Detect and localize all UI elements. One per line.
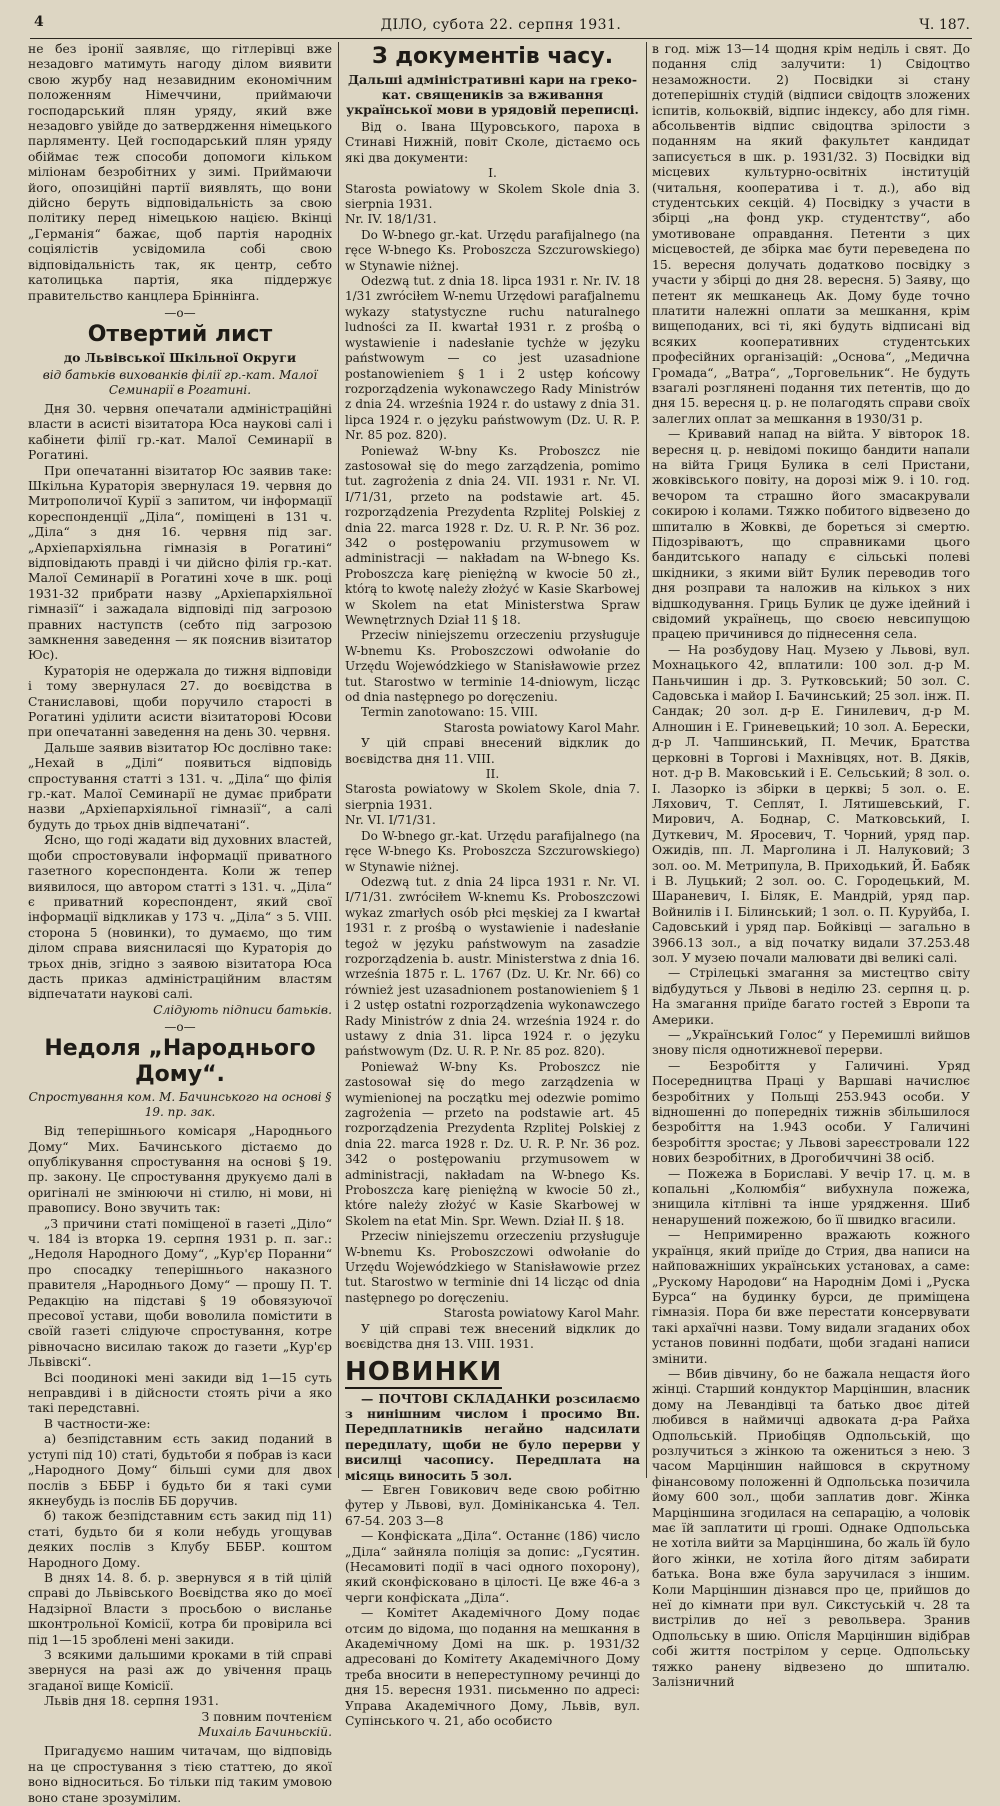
document-1: [345, 182, 640, 737]
article-paragraph: При опечатанні візитатор Юс заявив таке: Шкільна Кураторія звернулася 19. червня до Митрополичої Курії з запитом, чи інформації кореспонденції „Діла“, поміщені в 131 ч. „Діла“ з дня 16. червня під заг. „Архіепархіяльна гімназія в Рогатині“ відповідають правді і чи дійсно філія гр.-кат. Малої Семинарії в Рогатині хоче в шк. році 1931-32 прибрати назву „Архіепархіяльної гімназії“ і зажадала відповіді під загрозою правних наступств (себто під загрозою замкнення заведення — як пояснив візитатор Юс).: [28, 463, 332, 663]
documents-title: З документів часу.: [371, 44, 614, 69]
news-section-title: НОВИНКИ: [345, 1356, 503, 1387]
people-house-body: [28, 1124, 332, 1694]
document-paragraph: Odezwą tut. z dnia 18. lipca 1931 r. Nr. IV. 18 1/31 zwróciłem W-nemu Urzędowi parafjalnemu wykazy statystyczne ruchu naturalnego ludności za II. kwartał 1931 r. z prośbą o wystawienie i nadesłanie tychże w języku państwowym — co jest uzasadnione postanowieniem § 1 i 2 ustęp końcowy rozporządzenia wykonawczego Rady Ministrów z dnia 24. września 1924 r. do ustawy z dnia 31. lipca 1924 r. o języku państwowym (Dz. U. R. P. Nr. 85 poz. 820).: [345, 274, 640, 443]
document-paragraph: Do W-bnego gr.-kat. Urzędu parafijalnego (na ręce W-bnego Ks. Proboszcza Szczurowskiego) w Stynawie niżnej.: [345, 828, 640, 874]
document-numeral: II.: [485, 767, 500, 782]
news-item: — Кривавий напад на війта. У вівторок 18. вересня ц. р. невідомі покищо бандити напали на війта Гриця Булика в селі Пристани, жовківського повіту, на дорозі між 9. і 10. год. вечором та страшно його змасакрували сокирою і колами. Тяжко побитого відвезено до шпиталю в Жовкві, де бореться зі смертю. Підозріваютъ, що справниками цього бандитського нападу є сільські полеві шкідники, з якими війт Булик переводив того дня розправи та наложив на кількох з них відшкодування. Гриць Булик це дуже ідейний і свідомий українець, що своєю невсипущою працею причинився до піднесення села.: [652, 427, 970, 642]
article-paragraph: „З причини статі поміщеної в газеті „Діло“ ч. 184 із вторка 19. серпня 1931 р. п. заг.: „Недоля Народного Дому“, „Кур'єр Поранни“ про спосадку теперішнього наказного правителя „Народнього Дому“ — прошу П. Т. Редакцію на підставі § 19 обовязуючої пресової устави, щоби воволила помістити в своїй газеті слідуюче спростування, котре рівночасно висилаю також до газети „Кур'єр Львівскі“.: [28, 1216, 332, 1370]
people-house-byline: Спростування ком. М. Бачинського на основі § 19. пр. зак.: [28, 1090, 332, 1120]
page-number: 4: [34, 14, 44, 30]
news-item: — Комітет Академічного Дому подає отсим до відома, що подання на мешкання в Академічному Домі на шк. р. 1931/32 адресовані до Комітету Академічного Дому треба вносити в непереступному речинці до дня 15. вересня 1931. письменно по адресі: Управа Академічного Дому, Львів, вул. Супінського ч. 21, або особисто: [345, 1606, 640, 1729]
documents-subtitle: Дальші адміністративні кари на греко-кат. священиків за вживання української мови в урядовій переписці.: [346, 72, 639, 117]
document-heading: Starosta powiatowy w Skolem Skole, dnia 7. sierpnia 1931.: [345, 782, 640, 812]
people-house-date: Львів дня 18. серпня 1931.: [44, 1694, 219, 1709]
column-right: [652, 42, 970, 1690]
column-left: [28, 42, 332, 1805]
news-item: — Конфіската „Діла“. Останнє (186) число „Діла“ зайняла поліція за допис: „Гусятин. (Несамовиті події в часі одного похорону), який сконфісковано в цілості. Це вже 46-а з черги конфіската „Діла“.: [345, 1529, 640, 1605]
news-item: — „Український Голос“ у Перемишлі вийшов знову після однотижневої перерви.: [652, 1028, 970, 1058]
news-item: — Пожежа в Бориславі. У вечір 17. ц. м. в копальні „Колюмбія“ вибухнула пожежа, знищила кітлівні та інше урядження. Шиб ненарушений пожежою, бо її швидко вгасили.: [652, 1166, 970, 1227]
article-paragraph: Всі поодинокі мені закиди від 1—15 суть неправдиві і в дійсности стоять річи а яко такі передставні.: [28, 1370, 332, 1416]
news-item: — ПОЧТОВІ СКЛАДАНКИ розсилаємо з нинішним числом і просимо Вп. Передплатників негайно надсилати передплату, щоби не було перерви у висилці часопису. Передплата на місяць виносить 5 зол.: [345, 1390, 640, 1483]
letter-body: [28, 402, 332, 1003]
article-paragraph: б) також безпідставним єсть закид під 11) статі, будьто би я коли небудь угощував деяких послів з Клубу БББР. коштом Народного Дому.: [28, 1509, 332, 1570]
column-middle: [345, 42, 640, 1729]
documents-intro: Від о. Івана Щуровського, пароха в Стинаві Нижній, повіт Сколе, дістаємо ось які два документи:: [345, 120, 640, 165]
letter-byline: від батьків вихованків філії гр.-кат. Малої Семинарії в Рогатині.: [42, 367, 318, 397]
letter-subtitle: до Львівської Шкільної Округи: [63, 349, 297, 365]
article-text: не без іронії заявляє, що гітлерівці вже незадовго матимуть нагоду ділом виявити свою журбу над незавидним економічним положенням Німеччини, приймаючи господарський плян уряду, який вже незадовго увійде до затвердження німецького парляменту. Цей господарський плян уряду обіймає теж способи допомоги кільком міліонам безробітних у зимі. Приймаючи його, опозиційні партії виявлять, що вони дійсно беруть відповідальність за свою політику перед німецькою нацією. Вкінці „Германія“ бажає, щоб партія народніх соціялістів усвідомила собі свою відповідальність так, як центр, себто католицька партія, яка піддержує правительство канцлера Бріннінга.: [28, 42, 332, 303]
people-house-signature-line: З повним почтенієм: [201, 1709, 332, 1724]
document-paragraph: Termin zanotowano: 15. VIII.: [361, 705, 538, 720]
document-heading: Starosta powiatowy w Skolem Skole dnia 3. sierpnia 1931.: [345, 181, 640, 212]
separator: —о—: [164, 1020, 196, 1035]
document-paragraph: Ponieważ W-bny Ks. Proboszcz nie zastosował się do mego zarządzenia w wymienionej na początku mej odezwie pomimo zagrożenia — przeto na podstawie art. 45 rozporządzenia Prezydenta Rzplitej Polskiej z dnia 22. marca 1928 r. Dz. U. R. P. Nr. 36 poz. 342 o postępowaniu przymusowem w administracji, nakładam na W-bnego Ks. Proboszcza karę pieniężną w kwocie 50 zł., które należy złożyć w Kasie Skarbowej w Skolem na etat Min. Spr. Wewn. Dział II. § 18.: [345, 1059, 640, 1228]
article-paragraph: Дальше заявив візитатор Юс дослівно таке: „Нехай в „Ділі“ появиться відповідь спростування статті з 131. ч. „Діла“ що філія гр.-кат. Малої Семинарії не думає прибрати назви „Архіепархіяльної гімназії“, а салі будуть до трьох днів відпечатані“.: [28, 740, 332, 832]
article-paragraph: а) безпідставним єсть закид поданий в уступі під 10) статі, будьтоби я побрав із каси „Народного Дому“ більші суми для двох послів з БББР і будьто би я такі суми якнеубудь із послів ББ доручив.: [28, 1432, 332, 1508]
letter-title: Отвертий лист: [87, 321, 273, 347]
article-paragraph: З всякими дальшими кроками в тій справі звернуся на разі аж до увічення праць згаданої вище Комісії.: [28, 1647, 332, 1693]
article-paragraph: Від теперішнього комісаря „Народнього Дому“ Мих. Бачинського дістаємо до опублікування спростування на основі § 19. пр. закону. Це спростування друкуємо далі в оригіналі не змінюючи ні стилю, ні мови, ні правопису. Воно звучить так:: [28, 1124, 332, 1216]
article-paragraph: Дня 30. червня опечатали адміністраційні власти в асисті візитатора Юса наукові салі і кабінети філії гр.-кат. Малої Семинарії в Рогатині.: [28, 401, 332, 463]
article-paragraph: В частности-же:: [44, 1416, 151, 1431]
document-paragraph: Ponieważ W-bny Ks. Proboszcz nie zastosował się do mego zarządzenia, pomimo tut. zagrożenia z dnia 24. VII. 1931 r. Nr. VI. I/71/31, przeto na podstawie art. 45. rozporządzenia Prezydenta Rzplitej Polskiej z dnia 22. marca 1928 r. Dz. U. R. P. Nr. 36 poz. 342 o postępowaniu przymusowem w administracji — nakładam na W-bnego Ks. Proboszcza karę pieniężną w kwocie 50 zł., którą to kwotę należy złożyć w Kasie Skarbowej w Skolem na etat Ministerstwa Spraw Wewnętrznych Dział 11 § 18.: [345, 443, 640, 627]
document-paragraph: Odezwą tut. z dnia 24 lipca 1931 r. Nr. VI. I/71/31. zwróciłem W-knemu Ks. Proboszczowi wykaz zmarłych osób płci męskiej za I kwartał 1931 r. z prośbą o wystawienie i nadesłanie tegoż w języku państwowym na zasadzie rozporządzenia b. austr. Ministerstwa z dnia 16. września 1875 r. L. 1767 (Dz. U. Kr. Nr. 66) co również jest uzasadnionem postanowieniem § 1 i 2 ustęp ostatni rozporządzenia wykonawczego Rady Ministrów z dnia 24. września 1924 r. do ustawy z dnia 31. lipca 1924 r. o języku państwowym (Dz. U. R. P. Nr. 85 poz. 820).: [345, 874, 640, 1059]
news-item: — Евген Говикович веде свою робітню футер у Львові, вул. Домініканська 4. Тел. 67-54. 203 3—8: [345, 1482, 640, 1528]
document-reference: Nr. IV. 18/1/31.: [345, 212, 437, 227]
document-reference: Nr. VI. I/71/31.: [345, 813, 436, 828]
separator: —о—: [164, 305, 196, 320]
page-header: [30, 8, 972, 39]
document-signature: Starosta powiatowy Karol Mahr.: [443, 720, 640, 735]
document-paragraph: Przeciw niniejszemu orzeczeniu przysługuje W-bnemu Ks. Proboszczowi odwołanie do Urzędu Wojewódzkiego w Stanisławowie przez tut. Starostwo w terminie 14-dniowym, licząc od dnia następnego po doręczeniu.: [345, 628, 640, 705]
document-numeral: I.: [488, 166, 497, 181]
masthead: ДІЛО, субота 22. серпня 1931.: [380, 17, 622, 33]
letter-signature: Слідують підписи батьків.: [153, 1002, 332, 1017]
article-paragraph: Ясно, що годі жадати від духовних властей, щоби спростовували інформації приватного газетного кореспондента. Коли ж тепер виявилося, що автором статті з 131. ч. „Діла“ є приватний кореспондент, який свої інформації відкликав у 173 ч. „Діла“ з 5. VIII. сторона 5 (новинки), то думаємо, що тим ділом справа виясниласяі що Кураторія до трьох днів, згідно з заявою візитатора Юса дасть приказ адміністраційним властям відпечатати наукові салі.: [28, 833, 332, 1002]
news-item: — Безробіття у Галичині. Уряд Посередництва Праці у Варшаві начислює безробітних у Польщі 253.943 особи. У відношенні до попередніх тижнів збільшилося безробіття на 1.943 особи. У Галичині безробіття зростає; у Львові зареєстровали 122 нових безробітних, в Дрогобиччині 38 осіб.: [652, 1058, 970, 1166]
news-item: — Вбив дівчину, бо не бажала нещастя його жінці. Старший кондуктор Марціншин, власник дому на Левандівці та батько двоє дітей любився в наймичці адвоката д-ра Райха Одпольській. Приобіцяв Одпольській, що розлучиться з жінкою та ожениться з нею. З часом Марціншин найшовся в скрутному фінансовому положенні й Одпольська позичила йому 600 зол., щоби заплатив довг. Жінка Марціншина згодилася на сепарацію, а чоловік має їй заплатити ці гроші. Однаке Одпольська не хотіла вийти за Марціншина, бо жаль їй було його жінки, не хотіла його дітям забирати батька. Вона вже була заручилася з іншим. Коли Марціншин дізнався про це, прийшов до неї до кімнати при вул. Сикстуській ч. 28 та вистрілив до неї з револьвера. Зранив Одпольську в шию. Опісля Марціншин відібрав собі життя пострілом у серце. Одпольську тяжко ранену відвезено до шпиталю. Залізничний: [652, 1366, 970, 1690]
column-rule: [646, 42, 647, 1478]
news-item: — На розбудову Нац. Музею у Львові, вул. Мохнацького 42, вплатили: 100 зол. д-р М. Паньчишин і др. З. Рутковський; 50 зол. С. Садовська і майор І. Бачинський; 25 зол. інж. П. Сандак; 20 зол. д-р Е. Гинилевич, д-р М. Алношин і Е. Гриневецький; 10 зол. А. Берески, д-р Л. Чапшинський, П. Мечик, Братства церковні в Торгові і Махнівцях, нот. В. Дяків, нот. д-р В. Маковський і Е. Сельський; 8 зол. о. І. Лазорко із збірки в церкві; 5 зол. о. Е. Ляхович, Т. Сеплят, І. Лятишевський, Г. Мирович, А. Боднар, С. Матковський, І. Дуткевич, М. Яросевич, Т. Чорний, уряд пар. Ожидів, пп. Л. Марголина і Л. Налуковий; 3 зол. оо. М. Метрипула, В. Приходький, Й. Бабяк і В. Луцький; 2 зол. оо. С. Городецький, М. Шараневич, І. Біляк, Е. Мандрій, уряд пар. Войнилів і І. Білинський; 1 зол. о. П. Куруйба, І. Садовський і уряд пар. Бойківці — загально в 3966.13 зол., а від початку видали 37.253.48 зол. У музею почали малювати дві великі салі.: [652, 642, 970, 965]
news-list: [345, 1391, 640, 1730]
article-paragraph: Кураторія не одержала до тижня відповіди і тому звернулася 27. до воєвідства в Станиславові, щоби поручило старості в Рогатині уділити асисти візитаторові Юсови при опечатанні заведення на день 30. червня.: [28, 663, 332, 740]
editorial-note: Пригадуємо нашим читачам, що відповідь на це спростування з тією статтею, до якої воно відноситься. Бо тільки під таким умовою воно стане зрозумілим.: [28, 1744, 332, 1805]
issue-number: Ч. 187.: [919, 17, 970, 33]
people-house-signature: Михаіль Бачиньскій.: [198, 1725, 332, 1739]
news-item: — Непримиренно вражають кожного українця, який приїде до Стрия, два написи на найповажніших українських установах, а саме: „Рускому Народови“ на Народнім Домі і „Руска Бурса“ на будинку бурси, де приміщена гімназія. Пора би вже перестати консервувати такі архаїчні назви. Тому видали згаданих обох установ повинні подбати, щоби згадані написи змінити.: [652, 1228, 970, 1366]
column-rule: [338, 42, 339, 1478]
article-paragraph: В днях 14. 8. б. р. звернувся я в тій цілій справі до Львівського Воєвідства яко до моєї Надзірної Власти з просьбою о висланье шконтрольної Комісії, котра би провірила всі під 1—15 зроблені мені закиди.: [28, 1570, 332, 1647]
document-2: [345, 782, 640, 1321]
news-item: — Стрілецькі змагання за мистецтво світу відбудуться у Львові в неділю 23. серпня ц. р. На змагання приїде багато гостей з Европи та Америки.: [652, 966, 970, 1027]
document-note: У цій справі внесений відклик до воєвідства дня 11. VIII.: [345, 736, 640, 766]
document-paragraph: Do W-bnego gr.-kat. Urzędu parafijalnego (na ręce W-bnego Ks. Proboszcza Szczurowskiego) w Stynawie niżnej.: [345, 227, 640, 273]
news-item: в год. між 13—14 щодня крім неділь і свят. До подання слід залучити: 1) Свідоцтво незаможности. 2) Посвідки зі стану дотеперішніх студій (відписи свідоцтв зложених іспитів, кольоквій, відпис індексу, або для гімн. абсольвентів відпис свідоцтва зрілости з поданням на який факультет кандидат записується в шк. р. 1931/32. 3) Посвідки від місцевих культурно-освітніх інституцій (читальня, кооператива і т. д.), або від студентських секцій. 4) Посвідку з участи в збірці „на фонд укр. студентству“, або умотивоване оправдання. Петенти з цих місцевостей, де збірка має бути переведена по 15. вересня долучать додатково посвідку з участи у збірці до дня 28. вересня. 5) Заяву, що петент як мешканець Ак. Дому буде точно платити належні оплати за мешкання, крім вищеподаних, всі ті, які будуть відписані від всяких кооперативних студентських професійних організацій: „Основа“, „Медична Громада“, „Ватра“, „Торговельник“. Не будуть взагалі розглянені подання тих петентів, що до дня 15. вересня ц. р. не полагодять справи своїх залеглих оплат за мешкання в 1930/31 р.: [652, 42, 970, 426]
document-signature: Starosta powiatowy Karol Mahr.: [443, 1306, 640, 1321]
document-paragraph: Przeciw niniejszemu orzeczeniu przysługuje W-bnemu Ks. Proboszczowi odwołanie do Urzędu Wojewódzkiego w Stanisławowie przez tut. Starostwo w terminie dni 14 licząc od dnia następnego po doręczeniu.: [345, 1229, 640, 1305]
document-note: У цій справі теж внесений відклик до воєвідства дня 13. VIII. 1931.: [345, 1321, 640, 1352]
people-house-title: Недоля „Народнього Дому“.: [44, 1036, 316, 1088]
